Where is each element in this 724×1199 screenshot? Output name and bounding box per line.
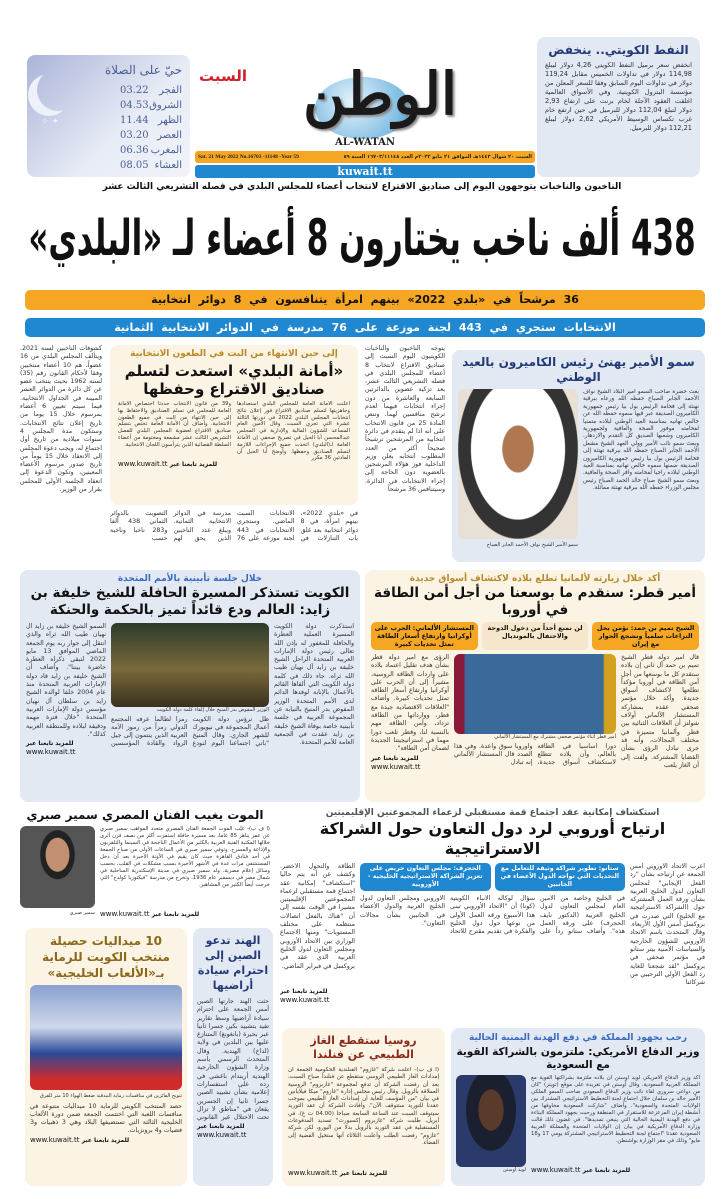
amana-body: أعلنت الأمانة العامة للمجلس البلدي استعدادها وجاهزيتها لتسلم صناديق الاقتراع فور إعلان نتائج انتخابات المجلس البلدي 2022 في دورتها الثالثة عشرة التي تجري السبت. وقال الأمين العام المساعد للشؤون المالية والإدارية في المجلس عبدالمحسن أبا الخيل في تصريح صحفي إن الأمانة العامة لـ(البلدي) اتخذت جميع الإجراءات اللازمة لتسلم الصناديق وحفظها. وأوضح أبا الخيل أن المادتين 36 مكرر <box>237 401 350 462</box>
qatar-headline: أمير قطر: سنقدم ما بوسعنا من أجل أمن الطاقة في أوروبا <box>374 585 696 618</box>
more-url[interactable]: www.kuwait.tt <box>30 1135 80 1144</box>
qatar-caption: أمير قطر أثناء مؤتمر صحفي مشترك مع المستشار الألماني <box>494 734 616 740</box>
medals-body: حصد المنتخب الكويتي للرماية 10 ميداليات متنوعة في منافسات اللعبة التي اختتمت الجمعة ضمن دورة الألعاب الخليجية الثالثة التي تستضيفها البلاد وهي 3 ذهبيات و3 فضيات و4 برونزيات. <box>30 1102 182 1135</box>
emir-box <box>452 350 705 562</box>
more-url[interactable]: www.kuwait.tt <box>100 910 150 918</box>
masthead <box>195 55 535 180</box>
pull-quote: الحجرف: مجلس التعاون حريص على تعزيز الشراكة الاستراتيجية الخليجية - الأوروبية <box>360 863 491 891</box>
more-url[interactable]: www.kuwait.tt <box>531 1166 581 1174</box>
prayer-times-box <box>27 55 190 177</box>
prayer-time: 08.05 <box>120 160 149 171</box>
more-label: للمزيد تابعنا عبر <box>26 740 74 747</box>
pull-quote: الشيخ تميم بن حمد: نؤمن بحل النزاعات سلمياً ونشجع الحوار مع إيران <box>592 622 699 650</box>
qatar-body: قال أمير دولة قطر الشيخ تميم بن حمد آل ثاني إن بلاده ستقدم كل ما بوسعها من أجل أمن الطاقة في أوروبا مؤكداً تطلعها لاكتشاف أسواق جديدة. وأكد خلال مؤتمر صحفي عقده بمشاركة المستشار الألماني أولاف شولتز أن العلاقات الثنائية بين قطر وألمانيا متميزة في مختلف المجالات، وأنه قد جرى تبادل الرؤى بشأن القضايا المشتركة. ولفت إلى أن الغاز يلعب <box>621 654 699 769</box>
usdef-photo <box>456 1075 526 1167</box>
more-label: للمزيد تابعنا عبر <box>371 755 419 762</box>
medals-caption: تتويج الفائزين في منافسات رماية البندقية ضغط الهواء 10 متر للفرق <box>39 1093 182 1099</box>
prayer-time: 11.44 <box>120 115 149 126</box>
medals-photo <box>30 985 182 1090</box>
prayer-name: الظهر <box>157 115 182 126</box>
prayer-list <box>120 83 182 173</box>
amana-kicker: إلى حين الانتهاء من البت في الطعون الانتخابية <box>130 349 338 359</box>
date-bar <box>195 151 535 163</box>
europe-body: الطاقة والتحول الأخضر. وكشف عن أنه يتم حاليا "استكشاف" إمكانية عقد اجتماع قمة مستقبلي لزعماء المجموعتين الإقليميتين مشيرا في الوقت نفسه إلى أن "هناك بالفعل اتصالات منتظمة على مختلف المستويات" ومنها الاجتماع الوزاري بين الاتحاد الأوروبي ومجلس التعاون لدول الخليج العربية الذي عقد في بروكسل في فبراير الماضي. <box>280 863 355 970</box>
sabri-body: (أ ف ب)- غيّب الموت الجمعة الفنان المصري متعدد المواهب سمير صبري عن عمر يناهز 85 عاما، بعد مسيرة حافلة استمرت أكثر من نصف قرن أثرى خلالها المكتبة الفنية العربية بالكثير من الأعمال الناجحة في السينما والتلفزيون والإذاعة والمسرح. وتوفي سمير صبري في الساعات الأولى من صباح الجمعة في أحد فنادق القاهرة حيث كان يقيم في الآونة الأخيرة بعد أن دخل المستشفى مرات عدة في الأشهر الأخيرة بسبب مشكلات في القلب، بحسب وسائل إعلام مصرية. ولد سمير صبري في مدينة الإسكندرية الساحلية في شمال مصر في ديسمبر عام 1936، وتخرج من مدرسة "فيكتوريا كولدج" التي خرجت أيضاً الكثير من المشاهير. <box>100 826 270 888</box>
prayer-time: 06.36 <box>120 145 149 156</box>
prayer-name: المغرب <box>150 145 182 156</box>
russia-box <box>282 1028 445 1186</box>
read-more-link[interactable] <box>280 987 355 1005</box>
prayer-time: 03.22 <box>120 85 149 96</box>
more-url[interactable]: www.kuwait.tt <box>288 1169 338 1177</box>
prayer-row <box>120 143 182 158</box>
europe-body: في الخليج وخاصة من الأمين العام لمجلس التعاون لدول الخليج العربية (الدكتور نايف الحجرف) على ورقة العمل هذه". وأضاف ستانو رداً على سؤال لوكالة الأنباء الكويتية (كونا) أن "الاتحاد الأوروبي تبنى هذا الأسبوع ورقة العمل الأولى من نوعها حول دول الخليج والفكرة في تقديم مقترح للاتحاد الأوروبي ومجلس التعاون لدول الخليج العربية والدول الأعضاء في الجانبين بشأن مجالات التعاون". <box>360 895 625 936</box>
usdef-kicker: رحب بجهود المملكة في دفع الهدنة اليمنية الحالية <box>468 1033 687 1043</box>
stars-icon: ✦ ✧ <box>41 117 59 127</box>
medals-headline: 10 ميداليات حصيلة منتخب الكويت للرماية بـ«الألعاب الخليجية» <box>42 934 170 980</box>
prayer-name: العشاء <box>154 160 182 171</box>
more-url[interactable]: www.kuwait.tt <box>197 1131 247 1139</box>
prayer-row <box>120 83 182 98</box>
more-label: للمزيد تابعنا عبر <box>151 911 200 918</box>
prayer-time: 03.20 <box>120 130 149 141</box>
qatar-kicker: أكد خلال زيارته لألمانيا تطلع بلاده لاكتشاف أسواق جديدة <box>409 574 661 584</box>
website-link[interactable]: kuwait.tt <box>195 165 535 178</box>
un-box <box>20 570 360 802</box>
read-more-link[interactable] <box>371 754 449 772</box>
more-url[interactable]: www.kuwait.tt <box>280 996 330 1004</box>
read-more-link[interactable] <box>30 1136 182 1145</box>
pull-quote: لن نمنع أحداً من دخول الدوحة والاحتفال بالمونديال <box>482 622 589 650</box>
russia-headline: روسيا ستقطع الغاز الطبيعي عن فنلندا <box>310 1034 417 1061</box>
more-label: للمزيد تابعنا عبر <box>169 461 218 468</box>
more-label: للمزيد تابعنا عبر <box>197 1123 245 1130</box>
emir-body: بعث حضرة صاحب السمو أمير البلاد الشيخ نواف الأحمد الجابر الصباح حفظه الله ورعاه ببرقية تهنئة إلى فخامة الرئيس بول بيا رئيس جمهورية الكاميرون الصديقة عبر فيها سموه حفظه الله عن خالص تهانيه بمناسبة العيد الوطني لبلاده متمنيا لفخامته موفور الصحة والعافية ولجمهورية الكاميرون وشعبها الصديق كل التقدم والازدهار. وبعث سمو نائب الأمير وولي العهد الشيخ مشعل الأحمد الجابر الصباح حفظه الله ببرقية تهنئة إلى فخامة الرئيس بول بيا رئيس جمهورية الكاميرون الصديقة ضمنها سموه خالص تهانيه بمناسبة العيد الوطني لبلاده راجيا لفخامته وافر الصحة والعافية. وبعث سمو الشيخ صباح خالد الحمد الصباح رئيس مجلس الوزراء حفظه الله ببرقية تهنئة مماثلة. <box>583 389 699 492</box>
lead-bar-blue: الانتخابات ستجري في 443 لجنة موزعة على 76 مدرسة في الدوائر الانتخابية الثمانية <box>25 318 705 337</box>
emir-caption: سمو الأمير الشيخ نواف الأحمد الجابر الصباح <box>486 542 578 548</box>
qatar-body: الرؤى مع أمير دولة قطر بشأن هدف تقليل اعتماد بلاده على واردات الطاقة الروسية، مشيراً إلى أن الحرب على أوكرانيا وارتفاع أسعار الطاقة تمثل تحديات كبيرة. وأضاف "العلاقات الاقتصادية جيدة مع قطر، ووارداتها من الطاقة تزداد، وأمن الطاقة مهم بالنسبة لنا، وقطر تلعب دورا مهما في استراتيجيتنا الجديدة لضمان أمن الطاقة". <box>371 654 449 753</box>
qatar-box <box>365 570 705 802</box>
medals-box <box>25 928 187 1186</box>
read-more-link[interactable] <box>288 1169 439 1178</box>
more-url[interactable]: www.kuwait.tt <box>118 460 168 468</box>
amana-box <box>110 345 358 505</box>
prayer-name: الفجر <box>159 85 182 96</box>
sabri-article <box>20 808 270 922</box>
read-more-link[interactable] <box>531 1166 700 1175</box>
pull-quote: المستشار الألماني: الحرب على أوكرانيا وارتفاع أسعار الطاقة تمثل تحديات كبيرة <box>371 622 478 650</box>
un-body: السمو الشيخ خليفة بن زايد آل نهيان طيب الله ثراه والذي انتقل إلى جوار ربه يوم الجمعة الماضي الموافق 13 مايو 2022 لتبقى ذكراه العطرة حاضرة بيننا". وأضاف أن الشيخ خليفة بن زايد قاد دولة الإمارات العربية المتحدة منذ عام 2004 خلفا لوالده الشيخ زايد بن سلطان آل نهيان مؤسس دولة الإمارات العربية المتحدة "خلال فترة مهمة ودقيقة لبلاده وللمنطقة العربية كذلك". <box>26 623 106 738</box>
lead-column: في «بلدي 2022»، بينهم امرأة، في 8 دوائر انتخابية بعد غلق باب التنازلات في الانتخابات السبت الماضي. وستجري الانتخابات في 443 لجنة موزعة على 76 مدرسة في الدوائر الانتخابية الثمانية. ويبلغ عدد الناخبين الذين يحق لهم التصويت بالدوائر الثماني 438 ألفا و283 ناخبا وناخبة حسب <box>110 510 358 542</box>
lead-column: يتوجه الناخبون والناخبات الكويتيون اليوم السبت إلى صناديق الاقتراع لانتخاب 8 أعضاء للمجلس البلدي في فصله التشريعي الثالث عشر، بعد تزكية عضوين بالدائرتين السابعة والعاشرة من دون إجراء انتخابات فيهما لعدم ترشح منافسين لهما. وتنص المادة 25 من قانون الانتخاب على انه اذا لم يتقدم في دائرة انتخابية من المرشحين ترشيحاً صحيحاً أكثر من العدد المطلوب انتخابه يعلن وزير الداخلية فوز هؤلاء المرشحين بالعضوية دون الحاجة إلى إجراء الانتخابات في الدائرة. وسيتنافس 36 مرشحاً <box>365 345 445 494</box>
prayer-name: العصر <box>157 130 182 141</box>
prayer-row <box>120 98 182 113</box>
russia-body: (أ ف ب)- أعلنت شركة "غازوم" الفنلندية الحكومية الجمعة أن إمدادات الغاز الطبيعي الروسي ستقطع عن فنلندا صباح السبت، بعد أن رفضت الشركة أن تدفع لمجموعة "غازبروم" الروسية العملاقة بالروبل. وقال رئيس مجلس إدارة "غازوم" ميكا فيلايانين في بيان "من المؤسف للغاية أن إمدادات الغاز الطبيعي بموجب عقدنا للتوريد ستتوقف الآن". وأفادت الشركة أن عقد التوريد سيتوقف السبت عند الساعة السابعة صباحا (04.00 ت غ). في أبريل، طلبت شركة "غازبروم إكسبورت" تسديد المدفوعات المستقبلية في عقد التوريد بالروبل بدلا من اليورو، لكن شركة "غازوم" رفضت الطلب وأعلنت الثلاثاء أنها ستحيل القضية إلى القضاء. <box>288 1067 439 1146</box>
europe-body: أعرب الاتحاد الأوروبي أمس الجمعة عن ارتياحه بشأن "رد الفعل الإيجابي" لمجلس التعاون لدول الخليج العربية بشأن ورقة العمل المشتركة حول (الشراكة الاستراتيجية مع الخليج) التي صدرت في بروكسل أمس الأول الأربعاء. وقال المتحدث باسم الاتحاد الأوروبي للشؤون الخارجية والسياسات الأمنية بيتر ستانو في مؤتمر صحفي في بروكسل "لقد شجعنا للغاية رد الفعل الأولي الترحيبي من شركائنا <box>630 863 705 987</box>
oil-box <box>537 37 700 177</box>
read-more-link[interactable] <box>100 910 270 919</box>
usdef-body: أكد وزير الدفاع الأمريكي لويد أوستن أن بلاده ملتزمة بشراكتها القوية مع المملكة العربية السعودية. وقال أوستن في تغريدة على موقع (تويتر) "كان من دواعي سروري لقاء نائب وزير الدفاع السعودي صاحب السمو الملكي الأمير خالد بن سلمان خلال اجتماع لجنة التخطيط الاستراتيجي المشترك بين الولايات المتحدة والسعودية". وأضاف "شاركت السعودية مخاوفها من أنشطة إيران المزعزعة للاستقرار في المنطقة ورحبت بجهود المملكة البناءة في دفع الهدنة اليمنية الحالية التي ينبغي تمديدها". في غضون ذلك قالت وزارة الدفاع الأمريكية في بيان إن الولايات المتحدة والمملكة العربية السعودية عقدتا "اجتماع لجنة التخطيط الاستراتيجي المشتركة يومي 17 و18 مايو" وذلك في مقر الوزارة بواشنطن. <box>531 1075 700 1144</box>
lead-column: كشوفات الناخبين لسنة 2021. ويتألف المجلس البلدي من 16 عضواً، هم 10 أعضاء منتخبين وفقا لأحكام القانون رقم (35) لسنة 1962 بحيث ينتخب عضو عن كل دائرة من الدوائر العشر المبينة في الجداول الانتخابية. فيما سيتم تعيين 6 أعضاء بمرسوم خلال 15 يوما من تاريخ إعلان نتائج الانتخابات. وستكون مدة المجلس 4 سنوات ميلادية من تاريخ أول اجتماع له، ويجب دعوة المجلس إلى الانعقاد خلال 15 يوماً من تاريخ صدور مرسوم الأعضاء المعينين، وتكون الدعوة إلى انعقاد الجلسة الأولى للمجلس بقرار من الوزير. <box>20 345 102 494</box>
emir-photo <box>458 389 578 539</box>
date-arabic: السبت ٢٠ شوال ١٤٤٣هـ الموافق ٢١ مايو ٢٠٢٢م العدد ١٦٧٠٣/١١١٤٨ السنة ٥٩ <box>343 154 532 160</box>
oil-headline: النفط الكويتي.. ينخفض <box>548 43 689 57</box>
more-label: للمزيد تابعنا عبر <box>339 1170 388 1177</box>
un-kicker: خلال جلسة تأبينية بالأمم المتحدة <box>117 574 263 584</box>
amana-headline: «أمانة البلدي» استعدت لتسلم صناديق الاقتراع وحفظها <box>124 362 344 398</box>
pull-quote: ستانو: تطوير شراكة وثيقة للتعامل مع التحديات التي تواجه الدول الأعضاء في الجانبين <box>495 863 626 891</box>
more-url[interactable]: www.kuwait.tt <box>371 763 421 771</box>
prayer-time: 04.53 <box>120 100 149 111</box>
usdef-box <box>451 1028 705 1186</box>
china-body: حثت الهند جارتها الصين أمس الجمعة على احترام سيادة أراضيها وسط تقارير تفيد بتشييد بكين جسرا ثانيا عبر بحيرة (بانغونغ) المتنازع عليها بين البلدين في ولاية (لداخ) الهندية. وقال المتحدث الرسمي باسم وزارة الشؤون الخارجية الهندية أريندام باغشي في رده على استفسارات إعلامية بشأن تشييد الصين جسرا ثانيا إن الجسرين يقعان في "مناطق لا تزال تحت الاحتلال غير القانوني <box>197 998 269 1122</box>
un-photo <box>111 623 269 707</box>
more-label: للمزيد تابعنا عبر <box>280 988 328 995</box>
more-url[interactable]: www.kuwait.tt <box>26 748 76 756</box>
prayer-name: الشروق <box>149 100 182 111</box>
qatar-body: دوراً أساسياً في الطاقة بالعالم، وأن بلاده تتطلع لاستكشاف أسواق جديدة، وأوروبا سوق واعدة. وفي هذا الصدد قال المستشار الألماني إنه تبادل <box>454 742 616 767</box>
qatar-photo <box>454 654 616 734</box>
un-headline: الكويت تستذكر المسيرة الحافلة للشيخ خليفة بن زايد: العالم ودع قائداً تميز بالحكمة والحنكة <box>30 585 350 618</box>
prayer-row <box>120 158 182 173</box>
amana-body: و39 من قانون الانتخاب حددتا اختصاص الأمانة العامة للمجلس في تسلم الصناديق والاحتفاظ بها إلى حين الانتهاء من البت في جميع الطعون الانتخابية. وأضاف أن الأمانة العامة تختص بتسلم صناديق الاقتراع لعضوية المجلس البلدي للفصل التشريعي الثالث عشر مشمعة ومختومة من أعضاء السلطة القضائية الذين يترأسون اللجان الانتخابية. <box>118 401 231 448</box>
usdef-headline: وزير الدفاع الأمريكي: ملتزمون بالشراكة القوية مع السعودية <box>456 1046 700 1071</box>
read-more-link[interactable] <box>118 460 231 469</box>
un-body: استذكرت دولة الكويت المسيرة العملية العطرة والحافلة للمغفور له بإذن الله تعالى رئيس دولة الإمارات العربية المتحدة الراحل الشيخ خليفة بن زايد آل نهيان طيب الله ثراه. جاء ذلك في كلمة دولة الكويت التي ألقاها القائم بالأعمال بالإنابة لوفدها الدائم لدى الأمم المتحدة الوزير المفوض بدر المنيخ بالنيابة عن المجموعة العربية في جلسة تأبينية خاصة بوفاة الشيخ خليفة بن زايد عقدت في الجمعية العامة للأمم المتحدة. <box>274 623 354 747</box>
day-label: السبت <box>199 67 248 85</box>
sabri-photo <box>20 826 95 908</box>
europe-kicker: استكشاف إمكانية عقد اجتماع قمة مستقبلي لزعماء المجموعتين الإقليميتين <box>325 808 660 818</box>
moon-icon <box>37 69 79 111</box>
sabri-headline: الموت يغيب الفنان المصري سمير صبري <box>26 808 264 822</box>
un-caption: الوزير المفوض بدر المنيخ خلال إلقاء كلمة دولة الكويت <box>156 707 269 713</box>
date-english: Sat. 21 May 2022 No.16703 -11148 -Year 59 <box>198 154 299 160</box>
read-more-link[interactable] <box>197 1122 269 1140</box>
prayer-row <box>120 128 182 143</box>
china-headline: الهند تدعو الصين إلى احترام سيادة أراضيها <box>197 934 269 992</box>
lead-headline: 438 ألف ناخب يختارون 8 أعضاء لـ «البلدي» <box>28 210 696 268</box>
lead-kicker: الناخبون والناخبات يتوجهون اليوم إلى صناديق الاقتراع لانتخاب أعضاء للمجلس البلدي في فصله التشريعي الثالث عشر <box>102 182 622 192</box>
usdef-caption: لويد أوستن <box>502 1167 526 1173</box>
logo: الوطن <box>302 60 458 128</box>
lead-bar-orange: 36 مرشحاً في «بلدي 2022» بينهم امرأة يتنافسون في 8 دوائر انتخابية <box>25 290 705 310</box>
read-more-link[interactable] <box>26 739 106 757</box>
prayer-row <box>120 113 182 128</box>
europe-article <box>280 808 705 1022</box>
sabri-caption: سمير صبري <box>69 910 95 916</box>
oil-body: انخفض سعر برميل النفط الكويتي 4,26 دولار ليبلغ 114,98 دولار في تداولات الخميس مقابل 119,24 دولار في تداولات اليوم السابق وفقا للسعر المعلن من مؤسسة البترول الكويتية. وفي الأسواق العالمية اغلقت العقود الآجلة لخام برنت على ارتفاع 2,93 دولار لتبلغ 112,04 دولار للبرميل في حين ارتفع خام غرب تكساس الوسيط الأمريكي 2,62 دولار ليبلغ 112,21 دولار للبرميل. <box>545 61 692 132</box>
more-label: للمزيد تابعنا عبر <box>582 1167 631 1174</box>
prayer-title: حيّ على الصلاة <box>104 63 182 77</box>
un-body: ظل ترؤس دولة الكويت أعمال المجموعة في نيويورك للشهر الجاري. وقال المنيخ "باتي اجتماعنا اليوم لنودع رمزاً لطالما عرفه المجتمع الدولي رمزاً من رموز الأمة العربية الذين ينتمون إلى جيل الرواد والقادة المؤسسين <box>111 715 269 748</box>
china-box <box>193 928 273 1186</box>
europe-headline: ارتياح أوروبي لرد دول التعاون حول الشراكة الاستراتيجية <box>319 819 666 858</box>
more-label: للمزيد تابعنا عبر <box>81 1136 130 1144</box>
logo-english: AL-WATAN <box>335 137 395 148</box>
emir-headline: سمو الأمير يهنئ رئيس الكاميرون بالعيد الوطني <box>462 355 695 384</box>
